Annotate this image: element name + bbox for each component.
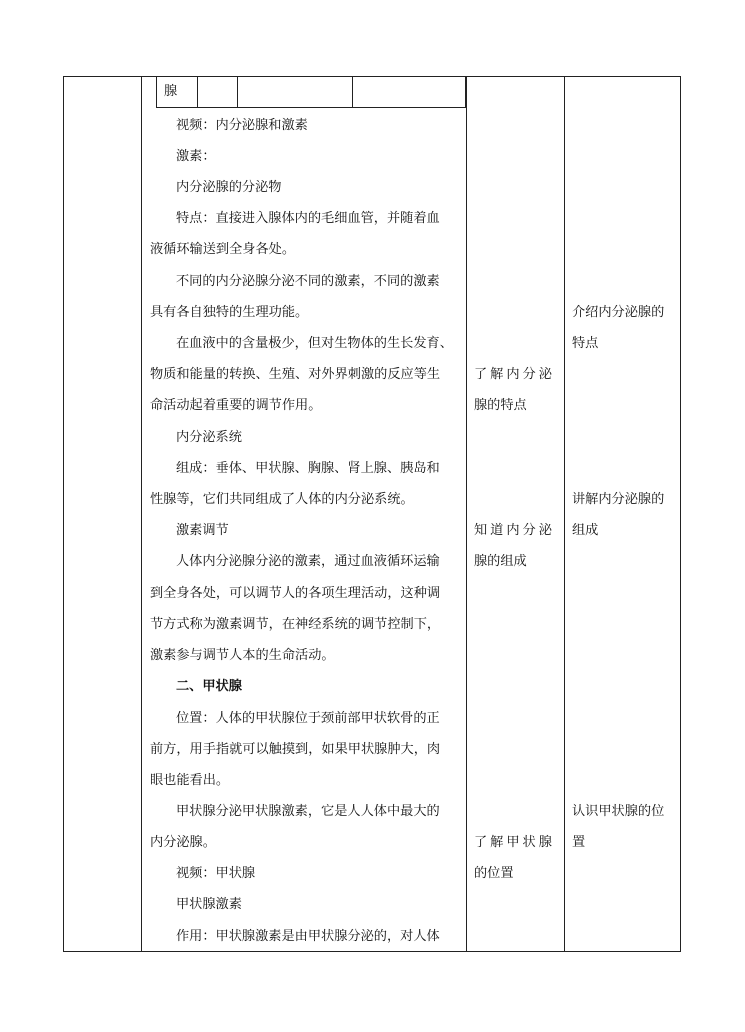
column-divider <box>466 76 467 952</box>
text-line: 特点：直接进入腺体内的毛细血管，并随着血 <box>176 211 440 226</box>
teacher-activity-text: 置 <box>572 835 586 850</box>
teacher-activity-text: 认识甲状腺的位 <box>572 804 665 819</box>
text-line: 作用：甲状腺激素是由甲状腺分泌的，对人体 <box>176 929 440 944</box>
student-activity-text: 腺的特点 <box>474 398 527 413</box>
text-line: 内分泌腺的分泌物 <box>176 180 282 195</box>
nested-table-divider <box>352 76 353 107</box>
teacher-activity-text: 讲解内分泌腺的 <box>572 492 665 507</box>
text-line: 不同的内分泌腺分泌不同的激素，不同的激素 <box>176 274 440 289</box>
nested-table-divider <box>237 76 238 107</box>
teacher-activity-text: 介绍内分泌腺的 <box>572 305 665 320</box>
text-line: 在血液中的含量极少，但对生物体的生长发育、 <box>176 336 453 351</box>
text-line: 视频：内分泌腺和激素 <box>176 118 308 133</box>
text-line: 内分泌系统 <box>176 430 242 445</box>
text-line: 物质和能量的转换、生殖、对外界刺激的反应等生 <box>150 367 441 382</box>
column-divider <box>564 76 565 952</box>
nested-table-cell: 腺 <box>164 84 178 99</box>
teacher-activity-text: 特点 <box>572 336 599 351</box>
section-heading: 二、甲状腺 <box>176 679 242 694</box>
student-activity-text: 了解内分泌 <box>474 367 555 382</box>
text-line: 激素参与调节人本的生命活动。 <box>150 648 335 663</box>
student-activity-text: 了解甲状腺 <box>474 835 555 850</box>
student-activity-text: 腺的组成 <box>474 554 527 569</box>
text-line: 到全身各处，可以调节人的各项生理活动，这种调 <box>150 586 441 601</box>
text-line: 命活动起着重要的调节作用。 <box>150 398 322 413</box>
text-line: 液循环输送到全身各处。 <box>150 242 296 257</box>
text-line: 位置：人体的甲状腺位于颈前部甲状软骨的正 <box>176 711 440 726</box>
text-line: 激素： <box>176 149 216 164</box>
text-line: 人体内分泌腺分泌的激素，通过血液循环运输 <box>176 554 440 569</box>
text-line: 内分泌腺。 <box>150 835 216 850</box>
lesson-table <box>63 76 681 952</box>
column-divider <box>141 76 142 952</box>
text-line: 具有各自独特的生理功能。 <box>150 305 309 320</box>
text-line: 组成：垂体、甲状腺、胸腺、肾上腺、胰岛和 <box>176 461 440 476</box>
text-line: 甲状腺激素 <box>176 897 242 912</box>
student-activity-text: 知道内分泌 <box>474 523 555 538</box>
text-line: 前方，用手指就可以触摸到，如果甲状腺肿大，肉 <box>150 742 441 757</box>
text-line: 甲状腺分泌甲状腺激素，它是人人体中最大的 <box>176 804 440 819</box>
teacher-activity-text: 组成 <box>572 523 599 538</box>
nested-table <box>156 76 466 108</box>
text-line: 节方式称为激素调节，在神经系统的调节控制下， <box>150 617 441 632</box>
text-line: 性腺等，它们共同组成了人体的内分泌系统。 <box>150 492 414 507</box>
student-activity-text: 的位置 <box>474 866 514 881</box>
text-line: 眼也能看出。 <box>150 773 230 788</box>
text-line: 视频：甲状腺 <box>176 866 256 881</box>
nested-table-divider <box>197 76 198 107</box>
text-line: 激素调节 <box>176 523 229 538</box>
